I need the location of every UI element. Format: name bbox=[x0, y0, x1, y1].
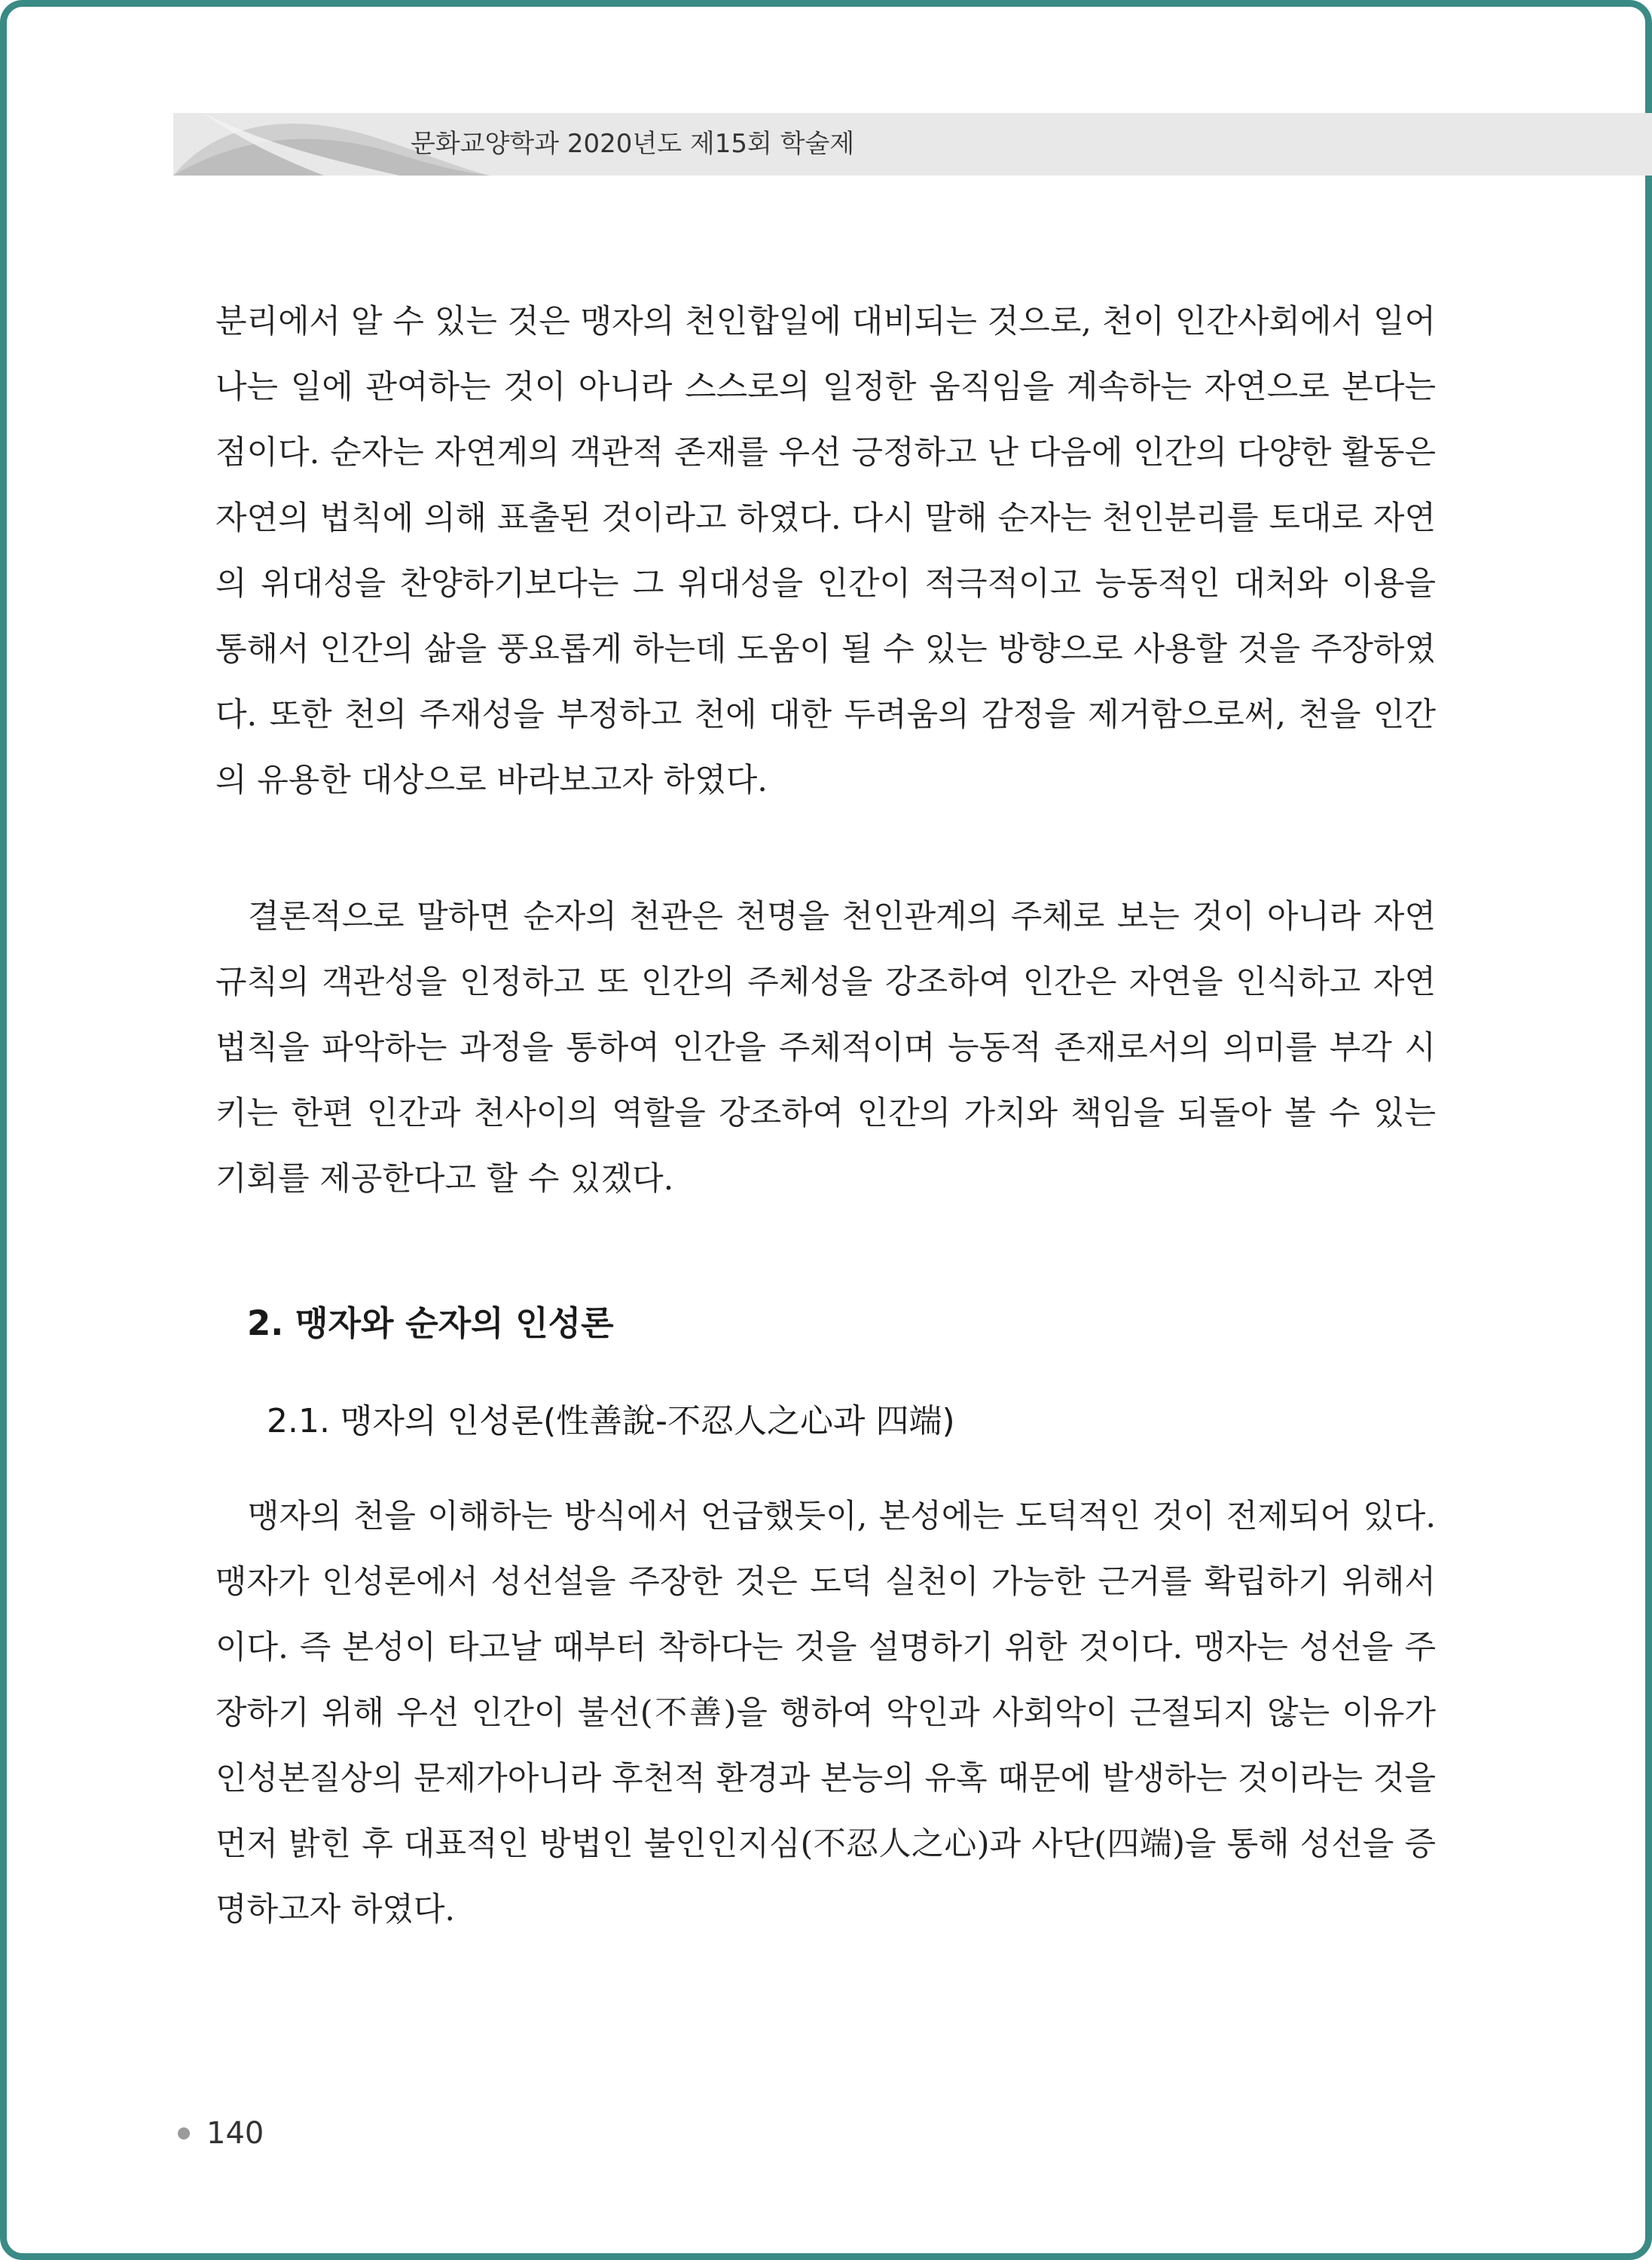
page-number: 140 bbox=[206, 2116, 264, 2151]
header-title: 문화교양학과 2020년도 제15회 학술제 bbox=[411, 129, 855, 159]
body-paragraph-1: 분리에서 알 수 있는 것은 맹자의 천인합일에 대비되는 것으로, 천이 인간사회에서 일어나는 일에 관여하는 것이 아니라 스스로의 일정한 움직임을 계속하는 자연으로 본다는 점이다. 순자는 자연계의 객관적 존재를 우선 긍정하고 난 다음에 인간의 다양한 활동은 자연의 법칙에 의해 표출된 것이라고 하였다. 다시 말해 순자는 천인분리를 토대로 자연의 위대성을 찬양하기보다는 그 위대성을 인간이 적극적이고 능동적인 대처와 이용을 통해서 인간의 삶을 풍요롭게 하는데 도움이 될 수 있는 방향으로 사용할 것을 주장하였다. 또한 천의 주재성을 부정하고 천에 대한 두려움의 감정을 제거함으로써, 천을 인간의 유용한 대상으로 바라보고자 하였다. bbox=[215, 303, 1436, 799]
bullet-dot-icon bbox=[178, 2127, 190, 2139]
running-header bbox=[173, 113, 1652, 176]
page-footer bbox=[178, 2111, 264, 2156]
section-heading: 2. 맹자와 순자의 인성론 bbox=[247, 1303, 614, 1343]
body-paragraph-2: 결론적으로 말하면 순자의 천관은 천명을 천인관계의 주체로 보는 것이 아니라 자연규칙의 객관성을 인정하고 또 인간의 주체성을 강조하여 인간은 자연을 인식하고 자연법칙을 파악하는 과정을 통하여 인간을 주체적이며 능동적 존재로서의 의미를 부각 시키는 한편 인간과 천사이의 역할을 강조하여 인간의 가치와 책임을 되돌아 볼 수 있는 기회를 제공한다고 할 수 있겠다. bbox=[215, 898, 1436, 1198]
body-paragraph-3: 맹자의 천을 이해하는 방식에서 언급했듯이, 본성에는 도덕적인 것이 전제되어 있다. 맹자가 인성론에서 성선설을 주장한 것은 도덕 실천이 가능한 근거를 확립하기 위해서이다. 즉 본성이 타고날 때부터 착하다는 것을 설명하기 위한 것이다. 맹자는 성선을 주장하기 위해 우선 인간이 불선(不善)을 행하여 악인과 사회악이 근절되지 않는 이유가 인성본질상의 문제가아니라 후천적 환경과 본능의 유혹 때문에 발생하는 것이라는 것을 먼저 밝힌 후 대표적인 방법인 불인인지심(不忍人之心)과 사단(四端)을 통해 성선을 증명하고자 하였다. bbox=[215, 1498, 1436, 1929]
subsection-heading: 2.1. 맹자의 인성론(性善說-不忍人之心과 四端) bbox=[267, 1402, 955, 1440]
